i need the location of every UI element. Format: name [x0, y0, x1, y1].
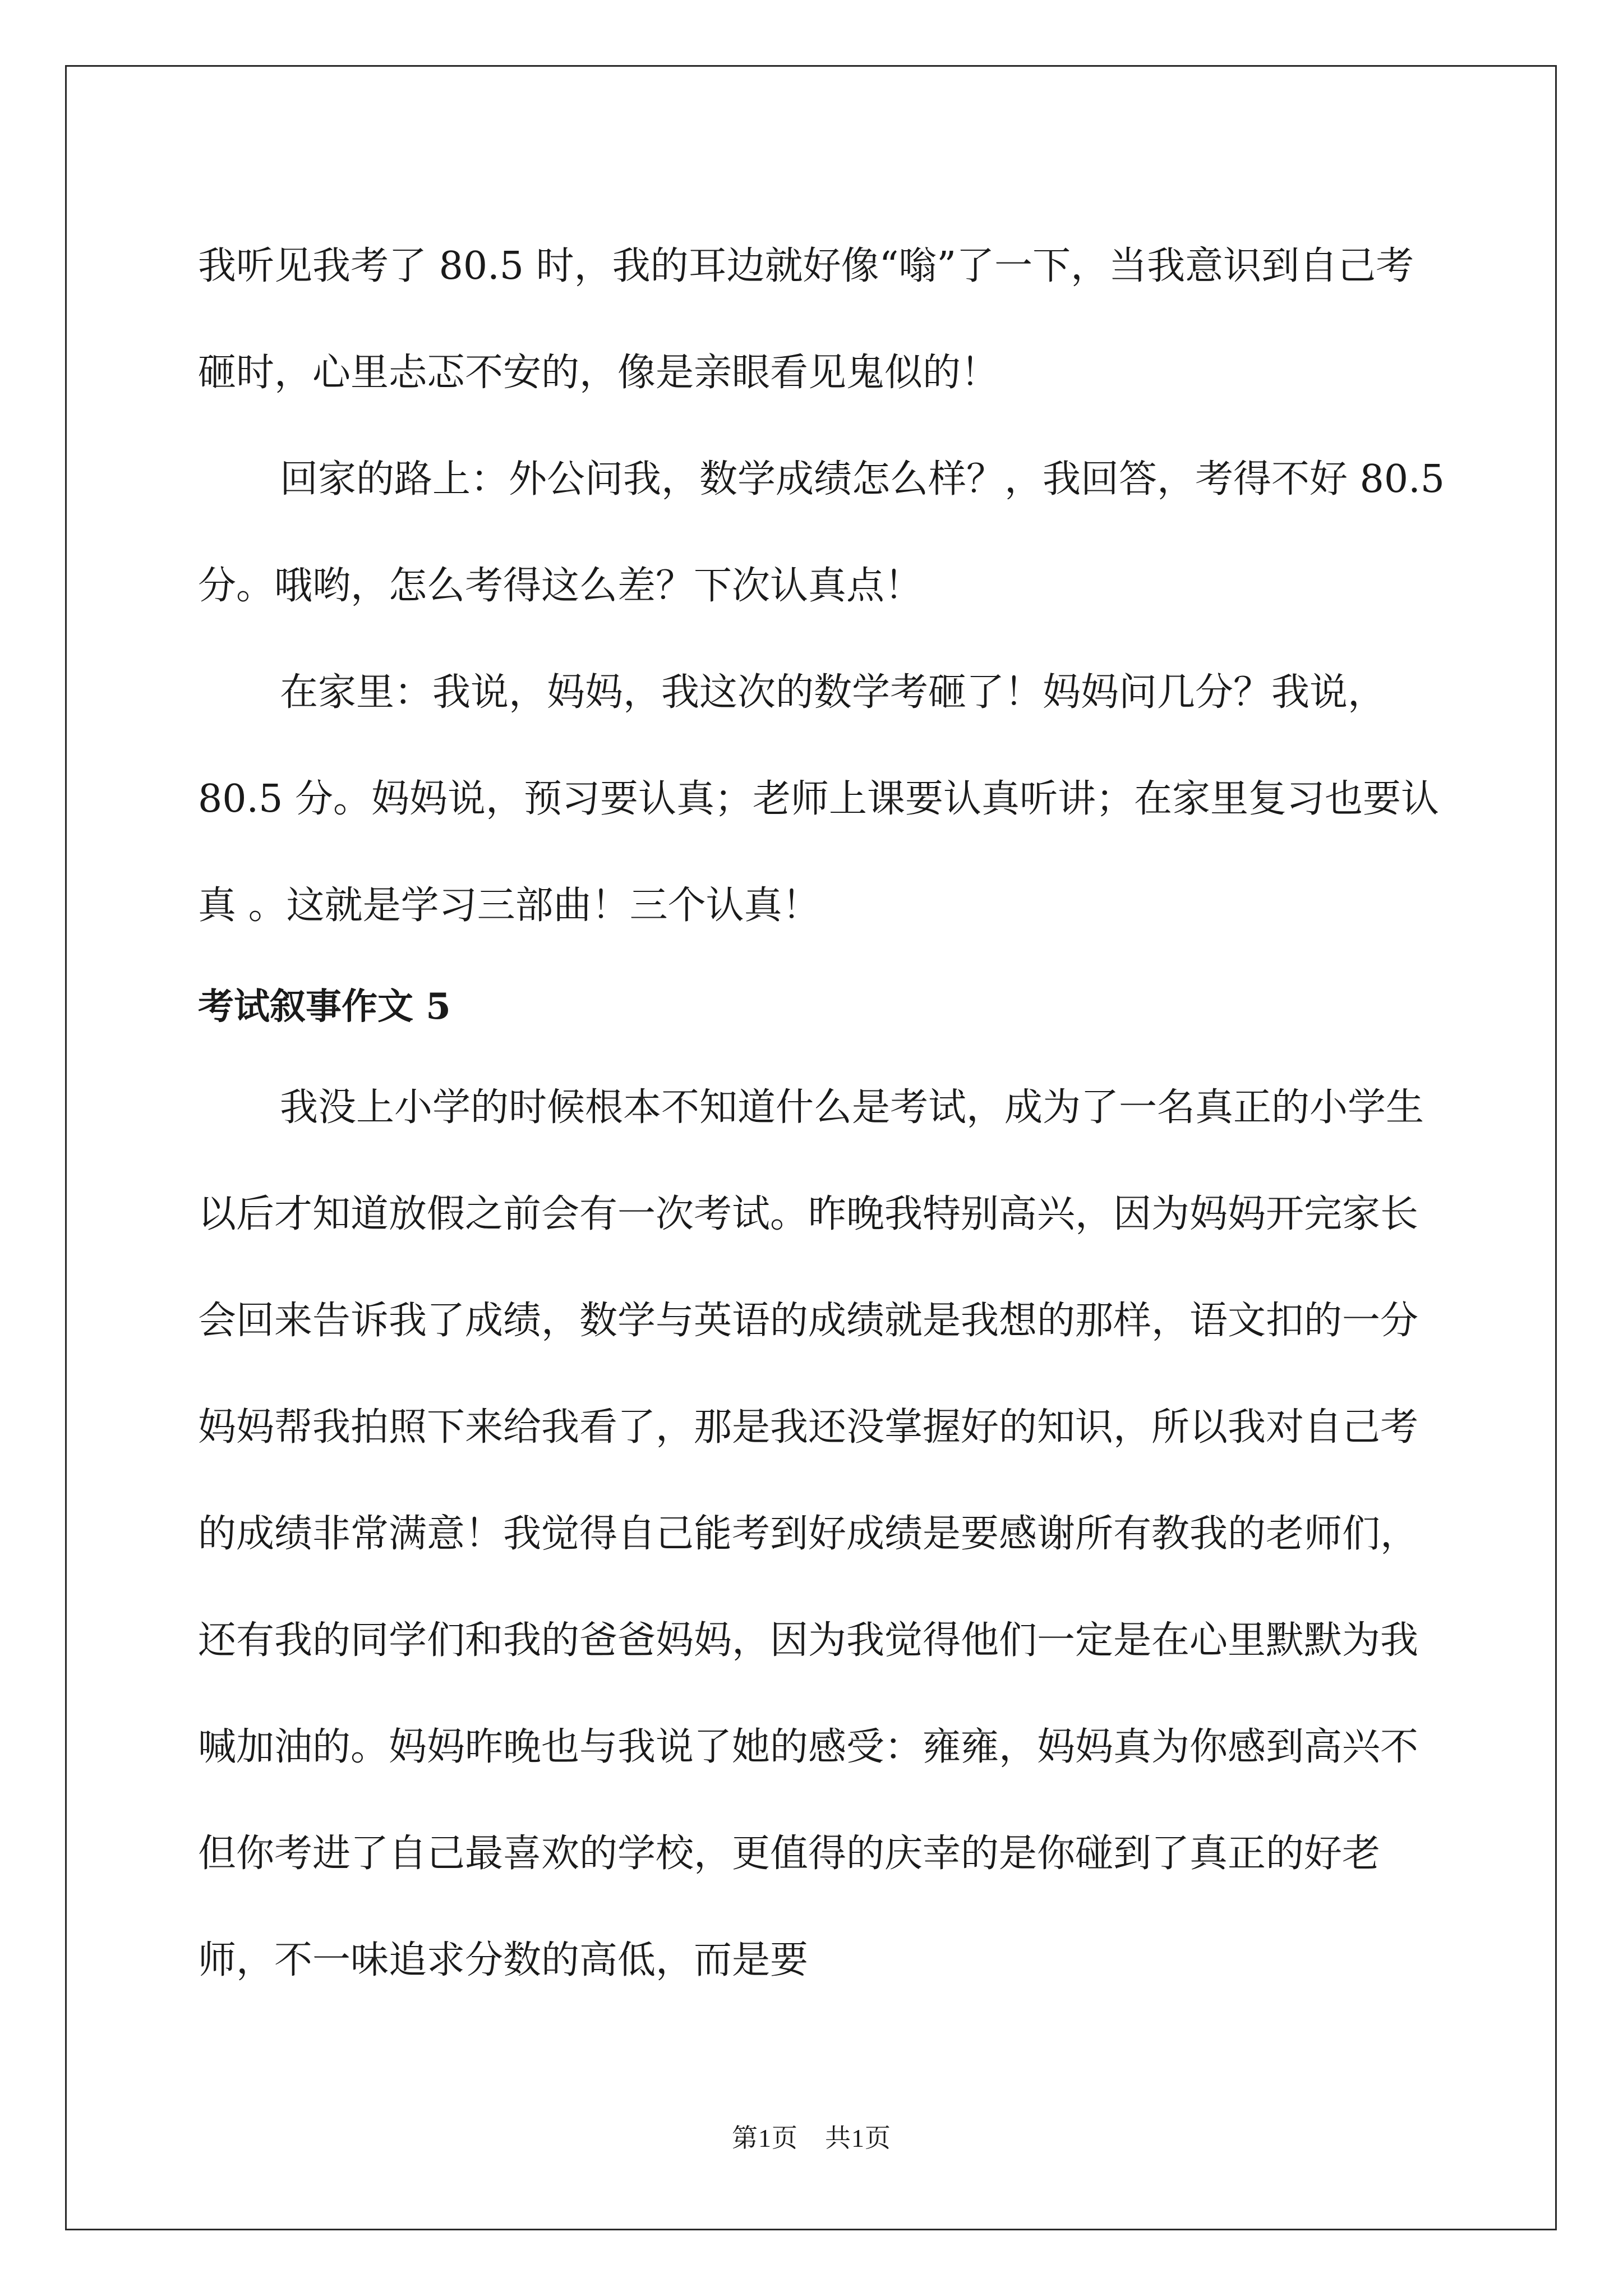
- paragraph-3: 在家里：我说，妈妈，我这次的数学考砸了！妈妈问几分？我说，80.5 分。妈妈说，预习要认真；老师上课要认真听讲；在家里复习也要认真 。这就是学习三部曲！三个认真！: [198, 670, 1440, 928]
- section-heading: 考试叙事作文 5: [198, 986, 451, 1028]
- page-total: 共1页: [825, 2124, 891, 2152]
- paragraph-1: 我听见我考了 80.5 时，我的耳边就好像“嗡”了一下，当我意识到自己考砸时，心里忐忑不安的，像是亲眼看见鬼似的！: [198, 244, 1414, 395]
- paragraph-2: 回家的路上：外公问我，数学成绩怎么样？，我回答，考得不好 80.5 分。哦哟，怎么考得这么差？下次认真点！: [198, 457, 1457, 608]
- page-footer: [0, 2118, 1623, 2155]
- paragraph-4: 我没上小学的时候根本不知道什么是考试，成为了一名真正的小学生以后才知道放假之前会有一次考试。昨晚我特别高兴，因为妈妈开完家长会回来告诉我了成绩，数学与英语的成绩就是我想的那样，语文扣的一分妈妈帮我拍照下来给我看了，那是我还没掌握好的知识，所以我对自己考的成绩非常满意！我觉得自己能考到好成绩是要感谢所有教我的老师们，还有我的同学们和我的爸爸妈妈，因为我觉得他们一定是在心里默默为我喊加油的。妈妈昨晚也与我说了她的感受：雍雍，妈妈真为你感到高兴不但你考进了自己最喜欢的学校，更值得的庆幸的是你碰到了真正的好老师，不一味追求分数的高低，而是要: [198, 1085, 1424, 1982]
- page-number: 第1页: [732, 2124, 798, 2152]
- document-body: [198, 213, 1457, 2014]
